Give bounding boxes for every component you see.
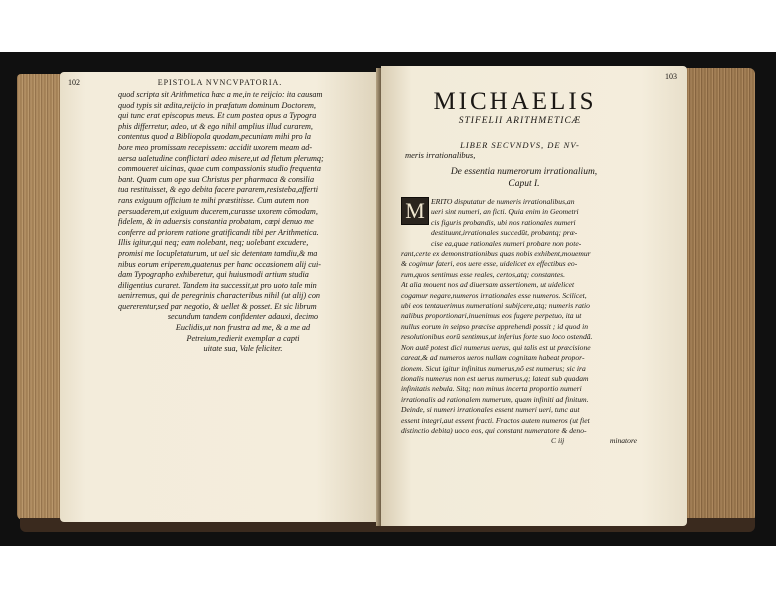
book-line-2: meris irrationalibus,: [405, 150, 476, 160]
text-line: Deinde, si numeri irrationales essent numeri ueri, tunc aut: [401, 405, 580, 415]
text-line: uenirremus, qui de peregrinis characteribus nihil (ut alij) con: [118, 291, 321, 301]
chapter-number: Caput I.: [508, 179, 540, 189]
text-line: Petreium,redierit exemplar a capti: [186, 333, 300, 343]
book-line: [405, 140, 635, 160]
text-line: promisi me locupletaturum, ut uel sic detentam tamdiu,& ma: [118, 248, 318, 258]
text-line: Illis igitur,qui neq; eam nolebant, neq; uolebant excudere,: [118, 238, 309, 248]
right-page-text: [401, 197, 641, 447]
text-line: essent integri,aut essent fracti. Fractos autem numeros (ut fiet: [401, 415, 590, 425]
text-line: persuaderem,ut exiguum ducerem,curasse uxorem cõmodam,: [118, 206, 318, 216]
text-line: distinctio debita) uoco eos, qui constant numeratore & deno-: [401, 425, 587, 435]
text-line: nullus eorum in seipso præcise apprehendi possit ; id quod in: [401, 321, 589, 331]
text-line: At alia mouent nos ad diuersam assertionem, ut uidelicet: [401, 280, 575, 290]
text-line: fidelem, & in aduersis constantia probatam, cœpi denuo me: [118, 217, 314, 227]
text-line: uitate sua, Vale feliciter.: [203, 344, 283, 354]
text-line: quererentur,sed par negotio, & uellet & posset. Et sic librum: [118, 301, 317, 311]
left-page: [60, 72, 380, 522]
text-line: commoueret uicinas, quae cum compassionis studio frequenta: [118, 164, 321, 174]
text-line: secundum tandem confidenter adauxi, decimo: [167, 312, 319, 322]
page-signature-row: [401, 436, 641, 446]
text-line: ueri sint numeri, an ficti. Quia enim in Geometri: [431, 207, 579, 217]
right-page-number: 103: [665, 72, 677, 81]
chapter-title-text: De essentia numerorum irrationalium,: [450, 167, 598, 177]
dropcap-initial: M: [401, 197, 429, 225]
text-line: tionem. Sicut igitur infinitus numerus,nõ est numerus; sic ira: [401, 363, 586, 373]
right-page: [381, 66, 687, 526]
left-page-edges: [17, 74, 65, 520]
book-line-1: LIBER SECVNDVS, DE NV-: [460, 140, 580, 150]
text-line: uersa ualetudine conflictari adeo misere,ut ad fletum plerumq;: [118, 153, 324, 163]
text-line: dam Typographo exhiberetur, qui huiusmodi artium studia: [118, 270, 309, 280]
right-page-edges: [683, 68, 755, 524]
text-line: cis figuris probandis, ubi nos rationales numeri: [431, 217, 576, 227]
signature-mark: C iij: [551, 436, 565, 446]
chapter-heading-title: MICHAELIS: [433, 88, 597, 115]
text-line: diligentius curaret. Tandem ita successit,ut pro uoto tale min: [118, 280, 317, 290]
text-line: rant,certe ex demonstrationibus quas nobis exhibent,mouemur: [401, 249, 591, 259]
text-line: nibus eorum eriperem,quatenus per hanc occasionem alij cui-: [118, 259, 321, 269]
text-line: Euclidis,ut non frustra ad me, & a me ad: [175, 323, 311, 333]
text-line: quod typis sit ædita,reijcio in præfatum dominum Doctorem,: [118, 100, 316, 110]
book-photo-background: [0, 52, 776, 546]
text-line: contentus quod a Bibliopola quodam,pecuniam mihi pro la: [118, 132, 311, 142]
text-line: cogamur negare,numeros irrationales esse numeros. Scilicet,: [401, 290, 587, 300]
text-line: rans exiguum officium te mihi præstitisse. Cum autem non: [118, 195, 309, 205]
text-line: qui tunc erat episcopus meus. Et cum postea opus a Typogra: [118, 111, 317, 121]
text-line: destituunt,irrationales succedūt, probantq; præ-: [431, 228, 578, 238]
text-line: careat,& ad numeros ueros nullam cognitam habeat propor-: [401, 353, 585, 363]
chapter-heading-subtitle: STIFELII ARITHMETICÆ: [458, 116, 582, 126]
text-line: irrationalis ad rationalem numerum, quam infiniti ad finitum.: [401, 394, 589, 404]
text-line: nalibus proportionari,inuenimus eos fugere perpetuo, ita ut: [401, 311, 582, 321]
left-page-number: 102: [68, 78, 80, 87]
text-line: ubi eos tentauerimus numerationi subijcere,atq; numeris ratio: [401, 301, 590, 311]
catchword: minatore: [609, 436, 637, 446]
left-page-text: [118, 90, 368, 355]
text-line: tionalis numerus non est uerus numerus,q; lateat sub quadam: [401, 373, 589, 383]
text-line: resolutionibus eorū sentimus,ut inferius forte suo loco ostendã.: [401, 332, 593, 342]
text-line: & cogimur fateri, eos uere esse, uidelicet ex effectibus eo-: [401, 259, 578, 269]
text-line: cise ea,quae rationales numeri probare non pote-: [431, 238, 582, 248]
text-line: rum,quos sentimus esse reales, certos,atq; constantes.: [401, 269, 566, 279]
text-line: conferre ad priorem ratione gratificandi tibi per Arithmetica.: [118, 227, 319, 237]
text-line: bant. Quam cum ope sua Christus per pharmaca & consilia: [118, 174, 315, 184]
text-line: Non autẽ potest dici numerus uerus, qui talis est ut præcisione: [401, 342, 591, 352]
text-line: tua restituisset, & ego debita facere pararem,resisteba,afferti: [118, 185, 319, 195]
chapter-title: [409, 166, 639, 190]
left-running-head: EPISTOLA NVNCVPATORIA.: [157, 78, 283, 87]
text-line: infinitatis nebula. Sitq; non minus incerta proportio numeri: [401, 384, 582, 394]
text-line: quod scripta sit Arithmetica hæc a me,in te reijcio: ita causam: [118, 90, 323, 99]
text-line: bore meo promissam recepissem: accidit uxorem meam ad-: [118, 142, 313, 152]
text-line: phis differretur, adeo, ut & ego nihil amplius illud curarem,: [118, 121, 313, 131]
text-line: ERITO disputatur de numeris irrationalibus,an: [431, 197, 575, 206]
